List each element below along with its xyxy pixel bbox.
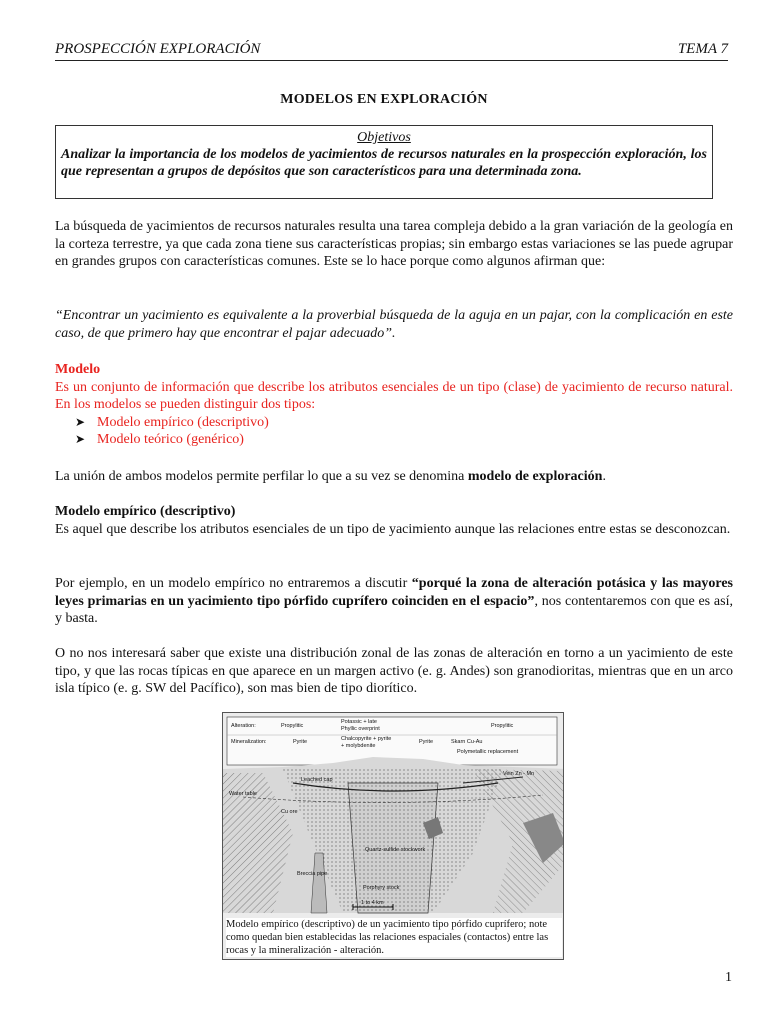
page-number: 1 <box>725 970 732 985</box>
arrow-bullet-icon: ➤ <box>75 432 86 446</box>
distribucion-paragraph: O no nos interesará saber que existe una distribución zonal de las zonas de alteración en torno a un yacimiento de este tipo, y que las rocas típicas en que aparece en un margen activo (e. g. Andes) son granodioritas, mientras que en un arco isla típico (e. g. SW del Pacífico), son mas bien de tipo diorítico. <box>55 646 733 696</box>
ejemplo-quote: “porqué la zona de alteración potásica y las mayores leyes primarias en un yacimiento tipo pórfido cuprífero coinciden en el espacio” <box>55 576 733 609</box>
label-propylitic-2: Propylitic <box>491 723 514 729</box>
ejemplo-paragraph: Por ejemplo, en un modelo empírico no entraremos a discutir “porqué la zona de alteración potásica y las mayores leyes primarias en un yacimiento tipo pórfido cuprífero coinciden en el espacio”, nos contentaremos con que es así, y basta. <box>55 576 733 626</box>
empirico-section <box>55 503 733 538</box>
label-potassic: Potassic + late <box>341 719 377 725</box>
list-item: ➤ Modelo empírico (descriptivo) <box>75 414 269 430</box>
label-scale: 1 to 4 km <box>361 900 384 906</box>
empirico-heading: Modelo empírico (descriptivo) <box>55 504 236 519</box>
modelo-heading: Modelo <box>55 362 101 377</box>
modelo-exploracion-term: modelo de exploración <box>467 469 603 484</box>
union-paragraph: La unión de ambos modelos permite perfilar lo que a su vez se denomina modelo de exploración. <box>55 469 606 484</box>
empirico-text: Es aquel que describe los atributos esenciales de un tipo de yacimiento aunque las relaciones entre estas se desconozcan. <box>55 521 731 537</box>
header-right: TEMA 7 <box>677 41 728 57</box>
label-water-table: Water table <box>229 791 257 797</box>
label-skarn: Skarn Cu-Au <box>451 739 483 745</box>
label-alteration: Alteration: <box>231 723 256 729</box>
figure-caption: Modelo empírico (descriptivo) de un yacimiento tipo pórfido cuprífero; note como quedan bien establecidas las relaciones espaciales (contactos) entre las rocas y la mineralización - alteración. <box>226 918 562 957</box>
label-mineralization: Mineralization: <box>231 739 267 745</box>
quote-paragraph: “Encontrar un yacimiento es equivalente a la proverbial búsqueda de la aguja en un pajar, con la complicación en este caso, de que primero hay que encontrar el pajar adecuado”. <box>55 308 733 341</box>
modelo-section <box>55 361 733 449</box>
label-propylitic-1: Propylitic <box>281 723 304 729</box>
label-phyllic: Phyllic overprint <box>341 726 380 732</box>
header-left: PROSPECCIÓN EXPLORACIÓN <box>55 41 261 57</box>
arrow-bullet-icon: ➤ <box>75 414 86 429</box>
label-stockwork: Quartz-sulfide stockwork <box>365 847 426 853</box>
page-header <box>55 36 728 61</box>
page-title: MODELOS EN EXPLORACIÓN <box>280 92 488 107</box>
list-item: ➤ Modelo teórico (genérico) <box>75 432 244 447</box>
label-chalcopyrite: Chalcopyrite + pyrite <box>341 736 392 742</box>
label-porphyry: Porphyry stock <box>363 885 400 891</box>
modelo-list <box>55 414 733 449</box>
intro-paragraph: La búsqueda de yacimientos de recursos naturales resulta una tarea compleja debido a la gran variación de la geología en la corteza terrestre, ya que cada zona tiene sus características propias; sin embargo estas variaciones se las puede agrupar en grandes grupos con características comunes. Este se lo hace porque como algunos afirman que: <box>55 219 733 269</box>
label-pyrite-1: Pyrite <box>293 739 308 745</box>
label-leached-cap: Leached cap <box>301 777 333 783</box>
label-ore: Cu ore <box>281 809 298 815</box>
label-vein: Vein Zn - Mn <box>503 771 535 777</box>
label-breccia: Breccia pipe <box>297 871 328 877</box>
objectives-text: Analizar la importancia de los modelos de yacimientos de recursos naturales en la prospección exploración, los que representan a grupos de depósitos que son característicos para una determinada zona. <box>61 147 707 179</box>
label-molybdenite: + molybdenite <box>341 743 376 749</box>
modelo-text: Es un conjunto de información que describe los atributos esenciales de un tipo (clase) de yacimiento de recurso natural. En los modelos se pueden distinguir dos tipos: <box>55 379 733 412</box>
objectives-heading: Objetivos <box>357 130 411 145</box>
objectives-box <box>55 125 713 199</box>
label-pyrite-2: Pyrite <box>419 739 434 745</box>
label-polymetallic: Polymetallic replacement <box>457 749 519 755</box>
